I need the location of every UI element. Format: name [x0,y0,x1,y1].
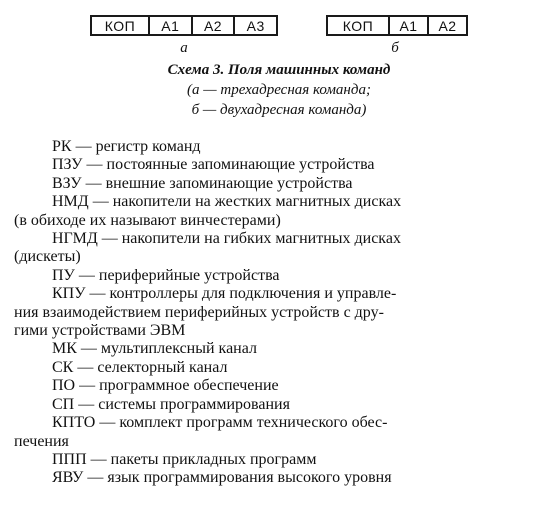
abbreviation-definition: ПУ — периферийные устройства [52,266,280,284]
abbreviation-entry [14,469,544,487]
abbreviation-entry [14,285,544,340]
figure-caption [0,60,558,120]
abbreviation-definition: ПЗУ — постоянные запоминающие устройства [52,156,375,174]
abbreviation-definition: КПТО — комплект программ технического обес- [52,414,388,432]
abbreviation-list [14,138,544,488]
abbreviation-continuation: ния взаимодействием периферийных устройств с дру- [14,303,384,321]
caption-title: Схема 3. Поля машинных команд [167,62,391,78]
abbreviation-definition: РК — регистр команд [52,138,201,155]
address-field-2: А2 [193,17,236,34]
abbreviation-definition: ППП — пакеты прикладных программ [52,450,317,468]
abbreviation-definition: КПУ — контроллеры для подключения и управле- [52,285,397,303]
abbreviation-entry [14,359,544,377]
abbreviation-continuation: гими устройствами ЭВМ [14,322,186,340]
abbreviation-entry [14,175,544,193]
abbreviation-entry [14,451,544,469]
variant-label-b: б [391,40,399,56]
abbreviation-definition: ВЗУ — внешние запоминающие устройства [52,174,353,192]
address-field-2: А2 [438,17,457,34]
opcode-field: КОП [328,17,390,34]
address-field-3: А3 [246,17,265,34]
abbreviation-continuation: (в обиходе их называют винчестерами) [14,211,281,229]
address-field-1: А1 [390,17,429,34]
instruction-format-two-address [326,15,468,36]
abbreviation-definition: МК — мультиплексный канал [52,340,257,358]
instruction-format-three-address [90,15,278,36]
variant-label-a: а [180,40,188,56]
abbreviation-entry [14,156,544,174]
abbreviation-definition: НГМД — накопители на гибких магнитных дисках [52,230,401,248]
abbreviation-definition: НМД — накопители на жестких магнитных дисках [52,193,402,211]
abbreviation-entry [14,230,544,267]
caption-line: (а — трехадресная команда; [187,82,371,98]
abbreviation-entry [14,193,544,230]
address-field-1: А1 [150,17,193,34]
opcode-field: КОП [92,17,150,34]
abbreviation-definition: СП — системы программирования [52,395,290,413]
abbreviation-entry [14,340,544,358]
abbreviation-definition: ЯВУ — язык программирования высокого уровня [52,469,392,487]
abbreviation-entry [14,267,544,285]
abbreviation-entry [14,377,544,395]
abbreviation-continuation: (дискеты) [14,248,81,266]
abbreviation-continuation: печения [14,432,69,450]
abbreviation-entry [14,414,544,451]
abbreviation-definition: ПО — программное обеспечение [52,377,279,395]
caption-line: б — двухадресная команда) [191,102,367,118]
abbreviation-entry [14,396,544,414]
abbreviation-definition: СК — селекторный канал [52,358,228,376]
abbreviation-entry [14,138,544,156]
